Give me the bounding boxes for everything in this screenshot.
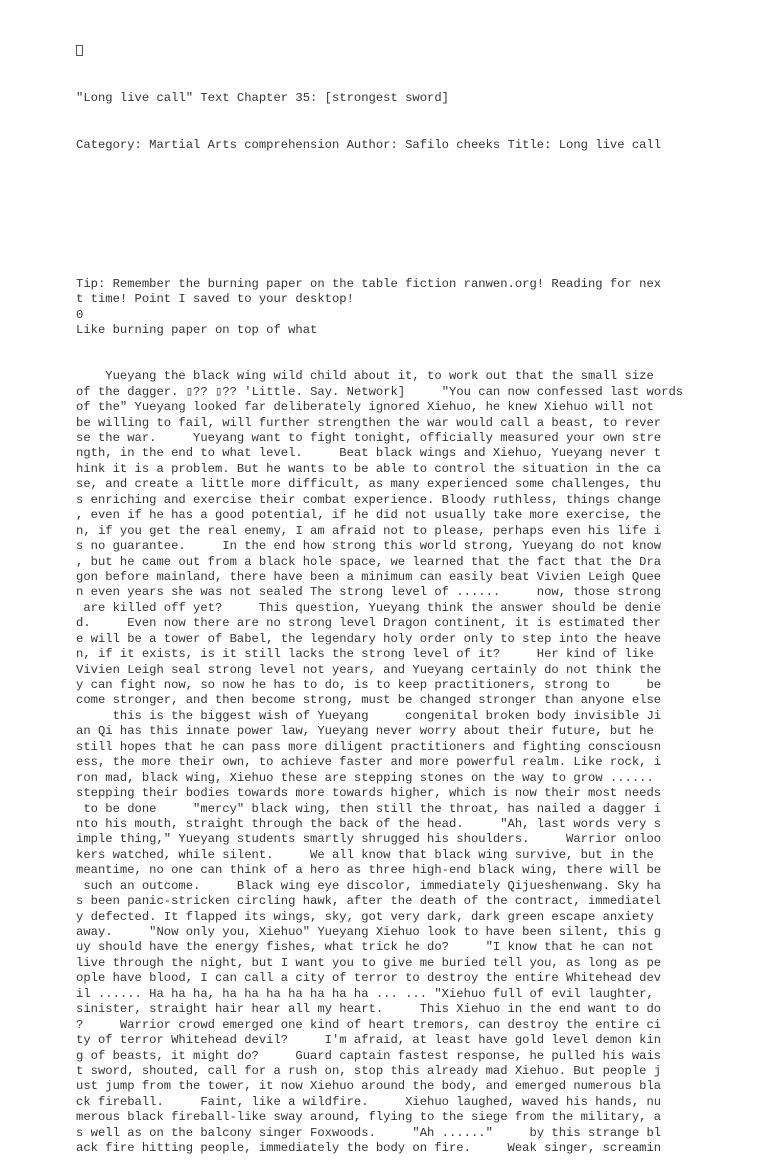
chapter-body — [76, 369, 684, 1156]
tip-line: t time! Point I saved to your desktop! — [76, 292, 354, 307]
body-text-line: of the" Yueyang looked far deliberately ignored Xiehuo, he knew Xiehuo will not — [76, 400, 654, 415]
body-text-line: such an outcome. Black wing eye discolor, immediately Qijueshenwang. Sky ha — [76, 878, 662, 893]
body-text-line: kers watched, while silent. We all know that black wing survive, but in the — [76, 847, 654, 862]
body-text-line: ople have blood, I can call a city of terror to destroy the entire Whitehead dev — [76, 971, 662, 986]
tip-line: 0 — [76, 307, 84, 322]
header-glyph — [76, 45, 676, 60]
body-text-line: this is the biggest wish of Yueyang congenital broken body invisible Ji — [76, 708, 662, 723]
body-text-line: ron mad, black wing, Xiehuo these are stepping stones on the way to grow ...... — [76, 770, 654, 785]
body-text-line: d. Even now there are no strong level Dragon continent, it is estimated ther — [76, 616, 662, 631]
document-page — [76, 14, 684, 1172]
body-text-line: still hopes that he can pass more diligent practitioners and fighting consciousn — [76, 739, 662, 754]
body-text-line: s no guarantee. In the end how strong this world strong, Yueyang do not know — [76, 539, 662, 554]
body-text-line: of the dagger. ▯?? ▯?? 'Little. Say. Network] "You can now confessed last words — [76, 384, 684, 399]
body-text-line: g of beasts, it might do? Guard captain fastest response, he pulled his wais — [76, 1048, 662, 1063]
body-text-line: y defected. It flapped its wings, sky, got very dark, dark green escape anxiety — [76, 909, 654, 924]
missing-glyph-icon — [76, 45, 83, 56]
body-text-line: t sword, shouted, call for a rush on, stop this already mad Xiehuo. But people j — [76, 1063, 662, 1078]
body-text-line: imple thing," Yueyang students smartly shrugged his shoulders. Warrior onloo — [76, 832, 662, 847]
body-text-line: to be done "mercy" black wing, then still the throat, has nailed a dagger i — [76, 801, 662, 816]
blank-line — [76, 230, 676, 245]
tip-line: Tip: Remember the burning paper on the table fiction ranwen.org! Reading for nex — [76, 276, 662, 291]
body-text-line: y can fight now, so now he has to do, is to keep practitioners, strong to be — [76, 678, 662, 693]
body-text-line: s enriching and exercise their combat experience. Bloody ruthless, things change — [76, 492, 662, 507]
body-text-line: away. "Now only you, Xiehuo" Yueyang Xiehuo look to have been silent, this g — [76, 925, 662, 940]
body-text-line: Vivien Leigh seal strong level not years, and Yueyang certainly do not think the — [76, 662, 662, 677]
body-text-line: come stronger, and then become strong, must be changed stronger than anyone else — [76, 693, 662, 708]
body-text-line: n, if it exists, is it still lacks the strong level of it? Her kind of like — [76, 647, 654, 662]
tip-line: Like burning paper on top of what — [76, 322, 318, 337]
body-text-line: meantime, no one can think of a hero as three high-end black wing, there will be — [76, 863, 662, 878]
body-text-line: ust jump from the tower, it now Xiehuo around the body, and emerged numerous bla — [76, 1079, 662, 1094]
tip-block — [76, 277, 676, 339]
body-text-line: ck fireball. Faint, like a wildfire. Xiehuo laughed, waved his hands, nu — [76, 1094, 662, 1109]
body-text-line: il ...... Ha ha ha, ha ha ha ha ha ha ha ... ... "Xiehuo full of evil laughter, — [76, 986, 654, 1001]
body-text-line: are killed off yet? This question, Yueyang think the answer should be denie — [76, 600, 662, 615]
body-text-line: Yueyang the black wing wild child about it, to work out that the small size — [76, 369, 654, 384]
body-text-line: be willing to fail, will further strengthen the war would call a beast, to rever — [76, 415, 662, 430]
body-text-line: nto his mouth, straight through the back of the head. "Ah, last words very s — [76, 816, 662, 831]
chapter-meta: Category: Martial Arts comprehension Author: Safilo cheeks Title: Long live call — [76, 137, 662, 152]
body-text-line: ess, the more their own, to achieve faster and more powerful realm. Like rock, i — [76, 755, 662, 770]
body-text-line: ? Warrior crowd emerged one kind of heart tremors, can destroy the entire ci — [76, 1017, 662, 1032]
body-text-line: gon before mainland, there have been a minimum can easily beat Vivien Leigh Quee — [76, 569, 662, 584]
body-text-line: se the war. Yueyang want to fight tonight, officially measured your own stre — [76, 431, 662, 446]
body-text-line: se, and create a little more difficult, as many experienced some challenges, thu — [76, 477, 662, 492]
body-text-line: sinister, straight hair hear all my heart. This Xiehuo in the end want to do — [76, 1002, 662, 1017]
body-text-line: ty of terror Whitehead devil? I'm afraid, at least have gold level demon kin — [76, 1033, 662, 1048]
body-text-line: hink it is a problem. But he wants to be able to control the situation in the ca — [76, 461, 662, 476]
body-text-line: merous black fireball-like sway around, flying to the siege from the military, a — [76, 1110, 662, 1125]
body-text-line: ngth, in the end to what level. Beat black wings and Xiehuo, Yueyang never t — [76, 446, 662, 461]
body-text-line: s well as on the balcony singer Foxwoods. "Ah ......" by this strange bl — [76, 1125, 662, 1140]
body-text-line: an Qi has this innate power law, Yueyang never worry about their future, but he — [76, 724, 654, 739]
body-text-line: s been panic-stricken circling hawk, after the death of the contract, immediatel — [76, 894, 662, 909]
body-text-line: n even years she was not sealed The strong level of ...... now, those strong — [76, 585, 662, 600]
chapter-title: "Long live call" Text Chapter 35: [strongest sword] — [76, 91, 449, 106]
body-text-line: live through the night, but I want you to give me buried tell you, as long as pe — [76, 955, 662, 970]
body-text-line: , even if he has a good potential, if he did not usually take more exercise, the — [76, 508, 662, 523]
body-text-line: stepping their bodies towards more towards higher, which is now their most needs — [76, 786, 662, 801]
body-text-line: e will be a tower of Babel, the legendary holy order only to step into the heave — [76, 631, 662, 646]
body-text-line: uy should have the energy fishes, what trick he do? "I know that he can not — [76, 940, 654, 955]
body-text-line: n, if you get the real enemy, I am afraid not to please, perhaps even his life i — [76, 523, 662, 538]
body-text-line: ack fire hitting people, immediately the body on fire. Weak singer, screamin — [76, 1141, 662, 1156]
blank-line — [76, 184, 676, 199]
body-text-line: , but he came out from a black hole space, we learned that the fact that the Dra — [76, 554, 662, 569]
